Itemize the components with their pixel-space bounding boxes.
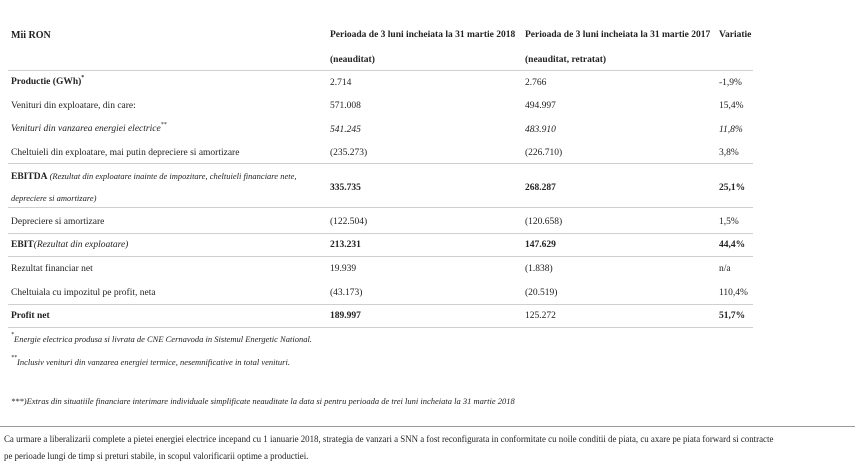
row-label-cheltuieli-exploatare: Cheltuieli din exploatare, mai putin depreciere si amortizare <box>11 148 240 158</box>
row-label-impozit-profit: Cheltuiala cu impozitul pe profit, neta <box>11 288 156 298</box>
row-label-rezultat-financiar: Rezultat financiar net <box>11 264 93 274</box>
row-value-variation: -1,9% <box>719 78 742 88</box>
row-value-variation: 3,8% <box>719 148 739 158</box>
column-header-2017: Perioada de 3 luni incheiata la 31 martie 2017 <box>525 30 711 40</box>
paragraph-line-1: Ca urmare a liberalizarii complete a pietei energiei electrice incepand cu 1 ianuarie 2018, strategia de vanzari a SNN a fost reconfigurata in conformitate cu noile conditii de piata, cu axare pe piata forward si contracte <box>4 434 774 444</box>
column-subheader-2018: (neauditat) <box>330 55 375 65</box>
row-value-variation: 1,5% <box>719 217 739 227</box>
row-value-2018: (235.273) <box>330 148 368 158</box>
row-value-2018: 541.245 <box>330 125 361 135</box>
row-value-variation: 51,7% <box>719 311 746 321</box>
row-value-variation: 25,1% <box>719 183 746 193</box>
column-subheader-2017: (neauditat, retratat) <box>525 55 607 65</box>
row-value-2017: 2.766 <box>525 78 547 88</box>
row-value-2018: 19.939 <box>330 264 357 274</box>
row-divider <box>8 304 753 305</box>
row-divider <box>8 207 753 208</box>
row-label-profit-net: Profit net <box>11 311 50 321</box>
header-divider <box>8 70 753 71</box>
row-divider <box>8 163 753 164</box>
row-value-2017: 483.910 <box>525 125 556 135</box>
row-label-ebitda: EBITDA (Rezultat din exploatare inainte de impozitare, cheltuieli financiare nete, <box>11 171 297 182</box>
row-value-2017: 268.287 <box>525 183 556 193</box>
row-value-2018: 2.714 <box>330 78 352 88</box>
row-value-2017: (1.838) <box>525 264 553 274</box>
table-bottom-divider <box>8 327 753 328</box>
column-header-variation: Variatie <box>719 30 752 40</box>
row-value-2018: (43.173) <box>330 288 363 298</box>
row-value-variation: n/a <box>719 264 731 274</box>
row-label-venituri-exploatare: Venituri din exploatare, din care: <box>11 101 136 111</box>
row-label-venituri-energie: Venituri din vanzarea energiei electrice** <box>11 122 167 134</box>
row-divider <box>8 233 753 234</box>
row-label-ebit: EBIT(Rezultat din exploatare) <box>11 240 129 250</box>
row-value-variation: 11,8% <box>719 125 743 135</box>
row-value-2018: 335.735 <box>330 183 361 193</box>
row-value-variation: 15,4% <box>719 101 744 111</box>
row-label-productie: Productie (GWh)* <box>11 75 85 87</box>
paragraph-line-2: pe perioade lungi de timp si preturi stabile, in scopul valorificarii optime a productiei. <box>4 451 309 461</box>
row-value-2018: 189.997 <box>330 311 361 321</box>
footnote-1: *Energie electrica produsa si livrata de CNE Cernavoda in Sistemul Energetic National. <box>11 332 312 344</box>
row-value-2017: 125.272 <box>525 311 556 321</box>
row-value-2017: (20.519) <box>525 288 558 298</box>
row-value-2017: 147.629 <box>525 240 556 250</box>
row-value-variation: 110,4% <box>719 288 748 298</box>
row-value-2017: 494.997 <box>525 101 556 111</box>
row-value-2017: (120.658) <box>525 217 563 227</box>
column-header-2018: Perioada de 3 luni incheiata la 31 martie 2018 <box>330 30 516 40</box>
row-divider <box>8 256 753 257</box>
footnote-2: **Inclusiv venituri din vanzarea energiei termice, nesemnificative in total venituri. <box>11 355 290 367</box>
row-value-2018: (122.504) <box>330 217 368 227</box>
footnote-3: ***)Extras din situatiile financiare interimare individuale simplificate neauditate la data si pentru perioada de trei luni incheiata la 31 martie 2018 <box>11 396 515 406</box>
unit-label: Mii RON <box>11 30 51 41</box>
row-value-2017: (226.710) <box>525 148 563 158</box>
row-value-2018: 571.008 <box>330 101 361 111</box>
row-value-variation: 44,4% <box>719 240 746 250</box>
row-label-ebitda-note-cont: depreciere si amortizare) <box>11 193 97 203</box>
row-label-depreciere: Depreciere si amortizare <box>11 217 105 227</box>
row-value-2018: 213.231 <box>330 240 361 250</box>
section-divider <box>0 426 855 427</box>
